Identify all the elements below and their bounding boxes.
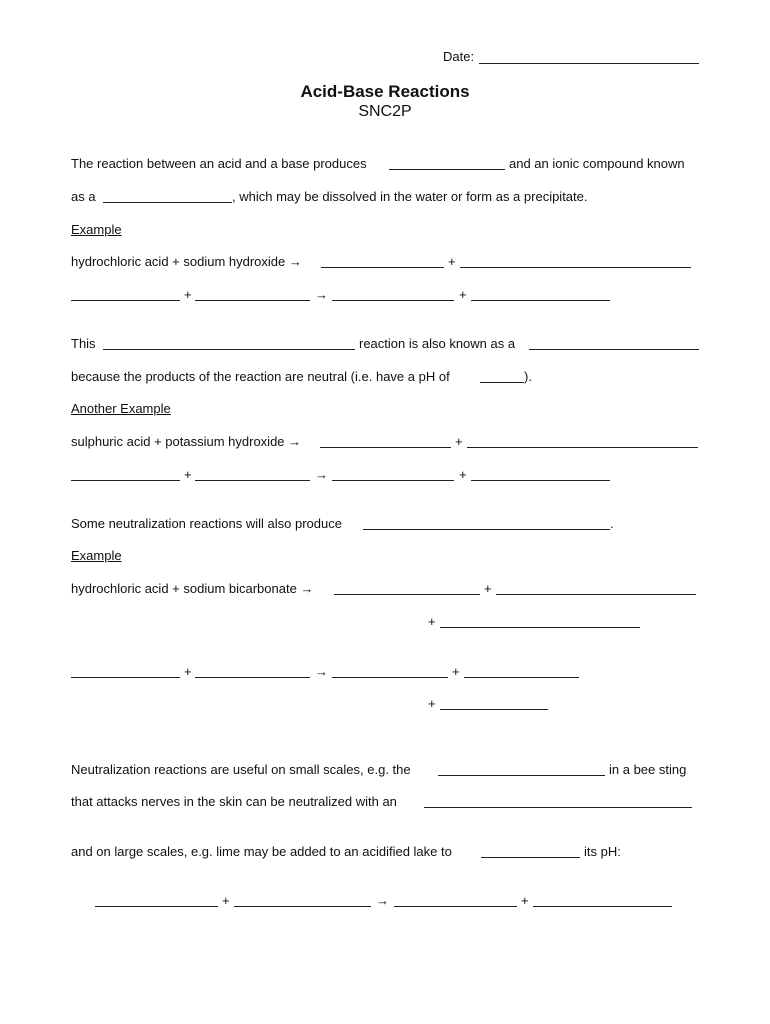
answer-blank[interactable]: [464, 677, 579, 678]
answer-blank[interactable]: [440, 627, 640, 628]
plus-sign: +: [184, 287, 192, 302]
intro-text: The reaction between an acid and a base produces: [71, 156, 367, 171]
answer-blank[interactable]: [460, 267, 691, 268]
answer-blank[interactable]: [332, 677, 448, 678]
plus-sign: +: [222, 893, 230, 908]
answer-blank[interactable]: [438, 775, 605, 776]
intro-text: , which may be dissolved in the water or form as a precipitate.: [232, 189, 588, 204]
plus-sign: +: [455, 434, 463, 449]
answer-blank[interactable]: [533, 906, 672, 907]
equation-reactants: hydrochloric acid + sodium hydroxide →: [71, 254, 302, 269]
date-blank[interactable]: [479, 63, 699, 64]
answer-blank[interactable]: [471, 480, 610, 481]
answer-blank[interactable]: [71, 300, 180, 301]
plus-sign: +: [484, 581, 492, 596]
body-text: and on large scales, e.g. lime may be added to an acidified lake to: [71, 844, 452, 859]
answer-blank[interactable]: [334, 594, 480, 595]
answer-blank[interactable]: [480, 382, 524, 383]
intro-text: and an ionic compound known: [509, 156, 685, 171]
arrow-sign: →: [315, 287, 328, 302]
answer-blank[interactable]: [321, 267, 444, 268]
answer-blank[interactable]: [332, 300, 454, 301]
answer-blank[interactable]: [103, 349, 355, 350]
answer-blank[interactable]: [471, 300, 610, 301]
answer-blank[interactable]: [195, 480, 310, 481]
answer-blank[interactable]: [95, 906, 218, 907]
answer-blank[interactable]: [363, 529, 610, 530]
arrow-sign: →: [376, 893, 389, 908]
body-text: its pH:: [584, 844, 621, 859]
plus-sign: +: [459, 467, 467, 482]
page-title: Acid-Base Reactions: [300, 82, 470, 101]
body-text: Some neutralization reactions will also produce: [71, 516, 342, 531]
plus-sign: +: [459, 287, 467, 302]
answer-blank[interactable]: [440, 709, 548, 710]
answer-blank[interactable]: [496, 594, 696, 595]
answer-blank[interactable]: [195, 300, 310, 301]
example-heading: Example: [71, 548, 122, 563]
body-text: .: [610, 516, 614, 531]
body-text: ).: [524, 369, 532, 384]
equation-reactants: sulphuric acid + potassium hydroxide →: [71, 434, 302, 449]
equation-reactants: hydrochloric acid + sodium bicarbonate →: [71, 581, 314, 596]
answer-blank[interactable]: [320, 447, 451, 448]
plus-sign: +: [184, 664, 192, 679]
answer-blank[interactable]: [71, 480, 180, 481]
answer-blank[interactable]: [424, 807, 692, 808]
answer-blank[interactable]: [234, 906, 371, 907]
example-heading: Another Example: [71, 401, 171, 416]
answer-blank[interactable]: [481, 857, 580, 858]
course-code: SNC2P: [358, 103, 412, 120]
answer-blank[interactable]: [389, 169, 505, 170]
plus-sign: +: [521, 893, 529, 908]
body-text: because the products of the reaction are neutral (i.e. have a pH of: [71, 369, 450, 384]
answer-blank[interactable]: [529, 349, 699, 350]
intro-text: as a: [71, 189, 96, 204]
answer-blank[interactable]: [103, 202, 232, 203]
arrow-sign: →: [315, 467, 328, 482]
answer-blank[interactable]: [467, 447, 698, 448]
plus-sign: +: [428, 696, 436, 711]
answer-blank[interactable]: [71, 677, 180, 678]
body-text: in a bee sting: [609, 762, 687, 777]
plus-sign: +: [184, 467, 192, 482]
plus-sign: +: [452, 664, 460, 679]
arrow-sign: →: [315, 664, 328, 679]
body-text: This: [71, 336, 96, 351]
example-heading: Example: [71, 222, 122, 237]
body-text: Neutralization reactions are useful on small scales, e.g. the: [71, 762, 411, 777]
plus-sign: +: [428, 614, 436, 629]
plus-sign: +: [448, 254, 456, 269]
answer-blank[interactable]: [195, 677, 310, 678]
body-text: reaction is also known as a: [359, 336, 516, 351]
date-label: Date:: [443, 49, 475, 64]
answer-blank[interactable]: [394, 906, 517, 907]
answer-blank[interactable]: [332, 480, 454, 481]
body-text: that attacks nerves in the skin can be neutralized with an: [71, 794, 397, 809]
